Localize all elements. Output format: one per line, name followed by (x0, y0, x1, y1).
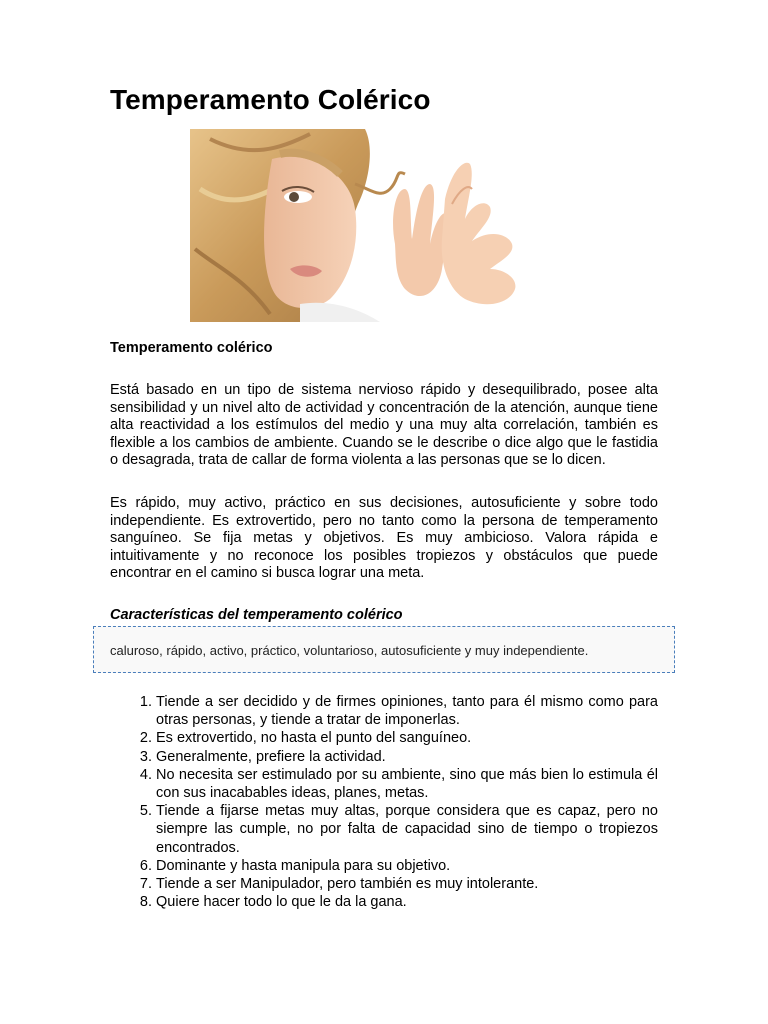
paragraph-1: Está basado en un tipo de sistema nervioso rápido y desequilibrado, posee alta sensibilidad y un nivel alto de actividad y concentración de la atención, aunque tiene alta reactividad a los estímulos del medio y una muy alta correlación, también es flexible a los cambios de ambiente. Cuando se le describe o dice algo que le fastidia o desagrada, trata de callar de forma violenta a las personas que se lo dicen. (110, 382, 658, 469)
list-item: 1. Tiende a ser decidido y de firmes opiniones, tanto para él mismo como para otras personas, y tiende a tratar de imponerlas. (156, 693, 658, 729)
list-item: 2. Es extrovertido, no hasta el punto del sanguíneo. (156, 729, 658, 747)
characteristics-list (110, 693, 658, 911)
section-heading: Temperamento colérico (110, 340, 273, 356)
list-item: 4. No necesita ser estimulado por su ambiente, sino que más bien lo estimula él con sus inacabables ideas, planes, metas. (156, 766, 658, 802)
list-item: 8. Quiere hacer todo lo que le da la gana. (156, 893, 658, 911)
characteristics-heading: Características del temperamento colérico (110, 607, 403, 623)
list-item: 7. Tiende a ser Manipulador, pero también es muy intolerante. (156, 875, 658, 893)
callout-box (93, 626, 675, 673)
woman-photo (190, 129, 547, 322)
paragraph-2: Es rápido, muy activo, práctico en sus decisiones, autosuficiente y sobre todo independiente. Es extrovertido, pero no tanto como la persona de temperamento sanguíneo. Se fija metas y objetivos. Es muy ambicioso. Valora rápida e intuitivamente y no reconoce los posibles tropiezos y obstáculos que puede encontrar en el camino si busca lograr una meta. (110, 495, 658, 582)
list-item: 5. Tiende a fijarse metas muy altas, porque considera que es capaz, pero no siempre las cumple, no por falta de capacidad sino de tiempo o tropiezos encontrados. (156, 802, 658, 857)
callout-text: caluroso, rápido, activo, práctico, voluntarioso, autosuficiente y muy independiente. (110, 643, 589, 658)
page-title: Temperamento Colérico (110, 84, 431, 115)
woman-illustration (190, 129, 547, 322)
list-item: 3. Generalmente, prefiere la actividad. (156, 748, 658, 766)
list-item: 6. Dominante y hasta manipula para su objetivo. (156, 857, 658, 875)
